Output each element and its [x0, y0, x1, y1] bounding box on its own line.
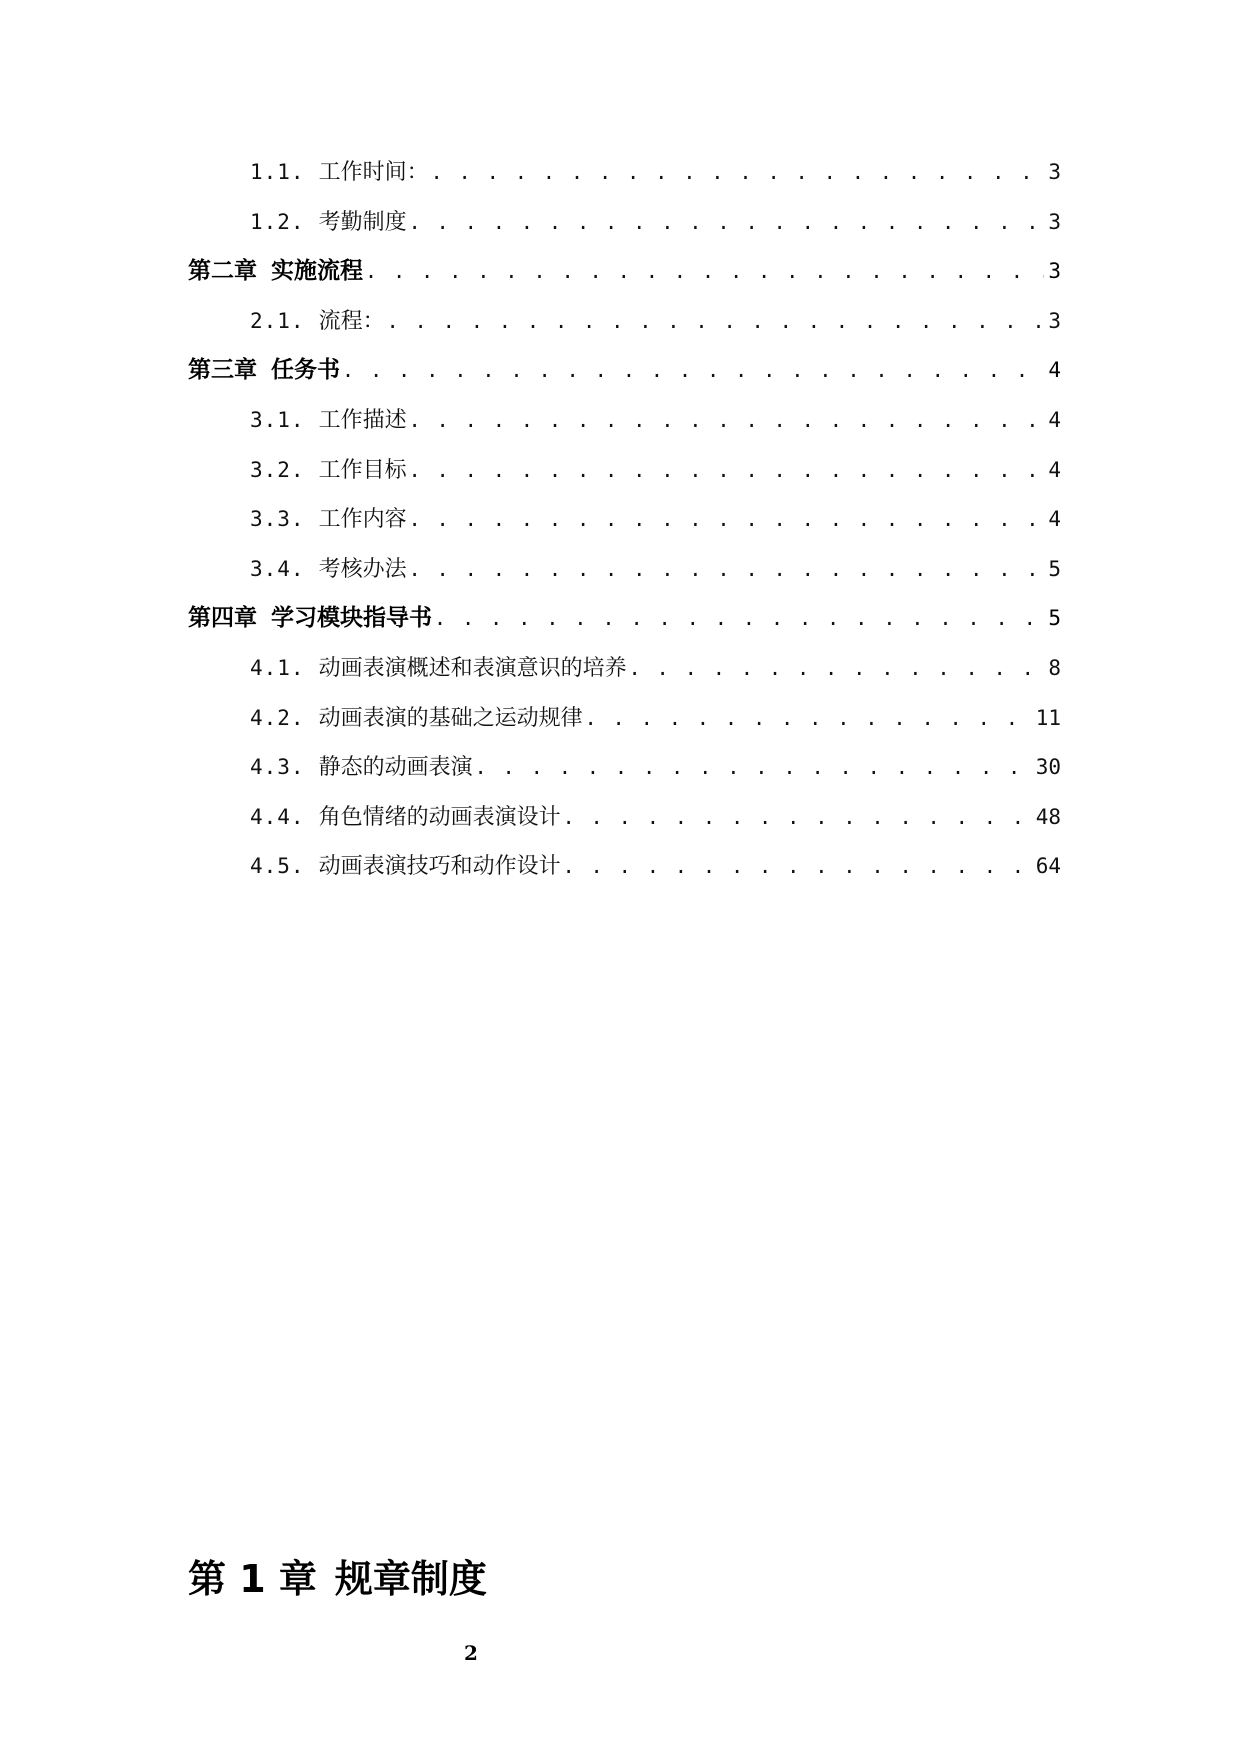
toc-entry-page: 30 [1035, 755, 1061, 780]
toc-entry-page: 4 [1048, 457, 1061, 482]
toc-entry-label: 工作目标 [318, 457, 407, 483]
toc-entry-number: 4.2. [250, 705, 305, 730]
chapter-heading-number: 第 1 章 [188, 1557, 317, 1601]
toc-entry[interactable] [188, 396, 1061, 446]
toc-entry-page: 3 [1048, 259, 1061, 284]
toc-entry-page: 3 [1048, 209, 1061, 234]
toc-entry[interactable] [188, 446, 1061, 496]
toc-entry[interactable] [188, 842, 1061, 892]
toc-dot-leader [387, 297, 1045, 347]
toc-entry-page: 11 [1035, 705, 1061, 730]
toc-dot-leader [409, 396, 1045, 446]
toc-entry-label: 流程： [318, 308, 385, 334]
toc-entry-page: 48 [1035, 804, 1061, 829]
toc-entry-number: 3.1. [250, 407, 305, 432]
toc-dot-leader [475, 743, 1032, 793]
toc-dot-leader [585, 694, 1032, 744]
toc-entry-label: 动画表演技巧和动作设计 [318, 854, 561, 880]
toc-entry-label: 静态的动画表演 [318, 755, 473, 781]
table-of-contents [188, 148, 1061, 892]
toc-entry-page: 64 [1035, 854, 1061, 879]
toc-entry[interactable] [188, 148, 1061, 198]
toc-chapter-entry[interactable] [188, 247, 1061, 297]
toc-entry-number: 1.2. [250, 209, 305, 234]
toc-chapter-label: 任务书 [271, 357, 340, 384]
toc-entry-label: 角色情绪的动画表演设计 [318, 804, 561, 830]
toc-entry-page: 3 [1048, 308, 1061, 333]
toc-entry-label: 工作时间： [318, 160, 429, 185]
toc-entry-number: 4.4. [250, 804, 305, 829]
toc-entry[interactable] [188, 694, 1061, 744]
toc-entry-label: 考核办法 [318, 556, 407, 582]
toc-dot-leader [409, 198, 1045, 248]
toc-entry[interactable] [188, 743, 1061, 793]
toc-dot-leader [409, 545, 1045, 595]
toc-entry-label: 工作描述 [318, 407, 407, 433]
toc-entry-number: 3.2. [250, 457, 305, 482]
toc-entry-label: 动画表演概述和表演意识的培养 [318, 655, 627, 681]
toc-entry[interactable] [188, 495, 1061, 545]
toc-entry-page: 4 [1048, 358, 1061, 383]
toc-entry-number: 2.1. [250, 308, 305, 333]
toc-entry-page: 4 [1048, 507, 1061, 532]
chapter-heading [188, 1548, 487, 1603]
toc-entry-page: 4 [1048, 407, 1061, 432]
toc-entry-number: 3.3. [250, 507, 305, 532]
toc-entry-number: 4.1. [250, 655, 305, 680]
toc-entry-number: 4.3. [250, 755, 305, 780]
toc-chapter-number: 第二章 [188, 258, 257, 285]
chapter-heading-title: 规章制度 [334, 1557, 487, 1601]
toc-dot-leader [563, 842, 1032, 892]
toc-entry-page: 8 [1048, 655, 1061, 680]
toc-entry-number: 4.5. [250, 854, 305, 879]
toc-chapter-number: 第四章 [188, 605, 257, 632]
toc-entry[interactable] [188, 297, 1061, 347]
toc-entry-number: 1.1. [250, 160, 305, 184]
toc-entry[interactable] [188, 644, 1061, 694]
toc-dot-leader [431, 148, 1045, 198]
toc-entry-page: 5 [1048, 606, 1061, 631]
toc-entry-label: 考勤制度 [318, 209, 407, 235]
footer-page-number: 2 [464, 1641, 478, 1665]
toc-dot-leader [342, 346, 1044, 396]
toc-chapter-label: 学习模块指导书 [271, 605, 432, 632]
toc-entry-label: 工作内容 [318, 507, 407, 533]
toc-chapter-number: 第三章 [188, 357, 257, 384]
toc-entry[interactable] [188, 793, 1061, 843]
toc-chapter-label: 实施流程 [271, 258, 363, 285]
toc-entry-page: 3 [1048, 160, 1061, 184]
toc-entry[interactable] [188, 545, 1061, 595]
toc-entry-label: 动画表演的基础之运动规律 [318, 705, 583, 731]
toc-dot-leader [365, 247, 1044, 297]
toc-dot-leader [563, 793, 1032, 843]
toc-dot-leader [409, 446, 1045, 496]
toc-dot-leader [629, 644, 1045, 694]
toc-entry-number: 3.4. [250, 556, 305, 581]
toc-dot-leader [434, 594, 1044, 644]
toc-entry[interactable] [188, 198, 1061, 248]
toc-chapter-entry[interactable] [188, 346, 1061, 396]
toc-chapter-entry[interactable] [188, 594, 1061, 644]
toc-entry-page: 5 [1048, 556, 1061, 581]
toc-dot-leader [409, 495, 1045, 545]
